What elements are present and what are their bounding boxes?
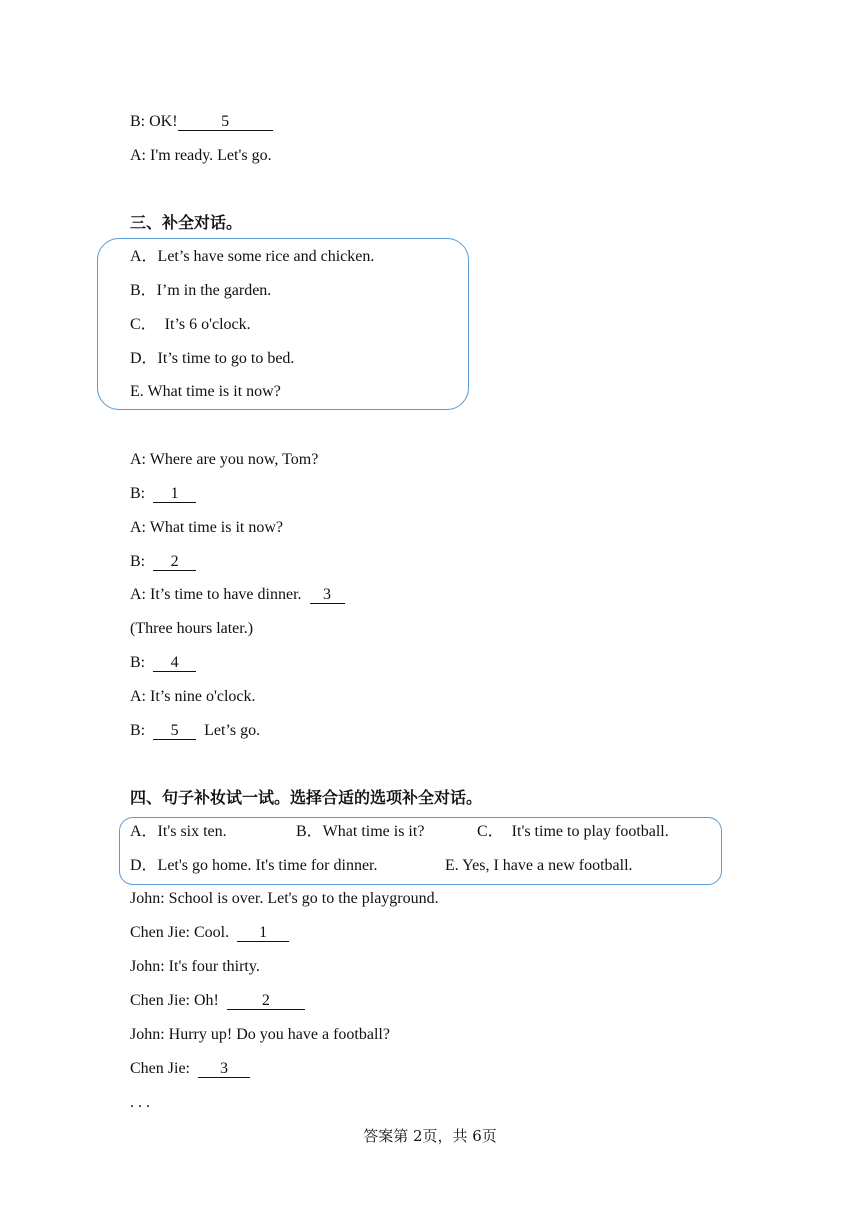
answer-blank: 2 [227, 992, 305, 1010]
prev-line-1 [130, 112, 273, 132]
answer-blank: 2 [153, 553, 196, 571]
section-3-option-b: B．I’m in the garden. [130, 282, 272, 299]
page-footer: 答案第 2页，共 6页 [363, 1127, 497, 1145]
dialog-4-line-1: John: School is over. Let's go to the playground. [130, 890, 439, 907]
dialog-3-line-3: A: What time is it now? [130, 519, 284, 536]
dialog-4-line-4 [130, 991, 305, 1011]
answer-blank: 1 [153, 485, 196, 503]
speaker-label: B: [130, 485, 146, 502]
answer-blank: 1 [237, 924, 289, 942]
speaker-label: B: [130, 553, 146, 570]
dialog-4-line-6-text: Chen Jie: [130, 1060, 190, 1077]
prev-line-1-text: B: OK! [130, 113, 178, 130]
answer-blank: 3 [310, 586, 345, 604]
dialog-4-line-3: John: It's four thirty. [130, 958, 260, 975]
answer-blank: 5 [178, 113, 273, 131]
dialog-4-line-5: John: Hurry up! Do you have a football? [130, 1026, 390, 1043]
dialog-4-line-6 [130, 1059, 250, 1079]
answer-blank: 3 [198, 1060, 250, 1078]
prev-line-2: A: I'm ready. Let's go. [130, 147, 272, 164]
dialog-3-line-9 [130, 721, 260, 741]
section-3-option-d: D．It’s time to go to bed. [130, 350, 295, 367]
speaker-label: B: [130, 722, 146, 739]
dialog-3-line-4 [130, 552, 196, 572]
dialog-4-line-2 [130, 923, 289, 943]
section-4-option-a: A．It's six ten. [130, 823, 227, 840]
section-4-option-d: D．Let's go home. It's time for dinner. [130, 857, 378, 874]
answer-blank: 5 [153, 722, 196, 740]
speaker-label: B: [130, 654, 146, 671]
section-4-option-c: C． It's time to play football. [477, 823, 669, 840]
section-4-heading: 四、句子补妆试一试。选择合适的选项补全对话。 [130, 788, 483, 807]
section-4-option-e: E. Yes, I have a new football. [445, 857, 633, 874]
dialog-3-line-5-text: A: It’s time to have dinner. [130, 586, 302, 603]
dialog-3-line-6: (Three hours later.) [130, 620, 254, 637]
section-3-option-a: A．Let’s have some rice and chicken. [130, 248, 375, 265]
section-3-option-e: E. What time is it now? [130, 383, 281, 400]
dialog-3-line-1: A: Where are you now, Tom? [130, 451, 319, 468]
section-4-option-b: B．What time is it? [296, 823, 425, 840]
dialog-3-line-9-after: Let’s go. [204, 722, 261, 739]
dialog-4-line-2-text: Chen Jie: Cool. [130, 924, 230, 941]
answer-blank: 4 [153, 654, 196, 672]
dialog-3-line-7 [130, 653, 196, 673]
dialog-4-line-7: . . . [130, 1094, 150, 1111]
section-3-option-c: C． It’s 6 o'clock. [130, 316, 251, 333]
dialog-3-line-5 [130, 585, 345, 605]
section-3-heading: 三、补全对话。 [130, 213, 243, 232]
dialog-3-line-8: A: It’s nine o'clock. [130, 688, 256, 705]
dialog-3-line-2 [130, 484, 196, 504]
dialog-4-line-4-text: Chen Jie: Oh! [130, 992, 219, 1009]
